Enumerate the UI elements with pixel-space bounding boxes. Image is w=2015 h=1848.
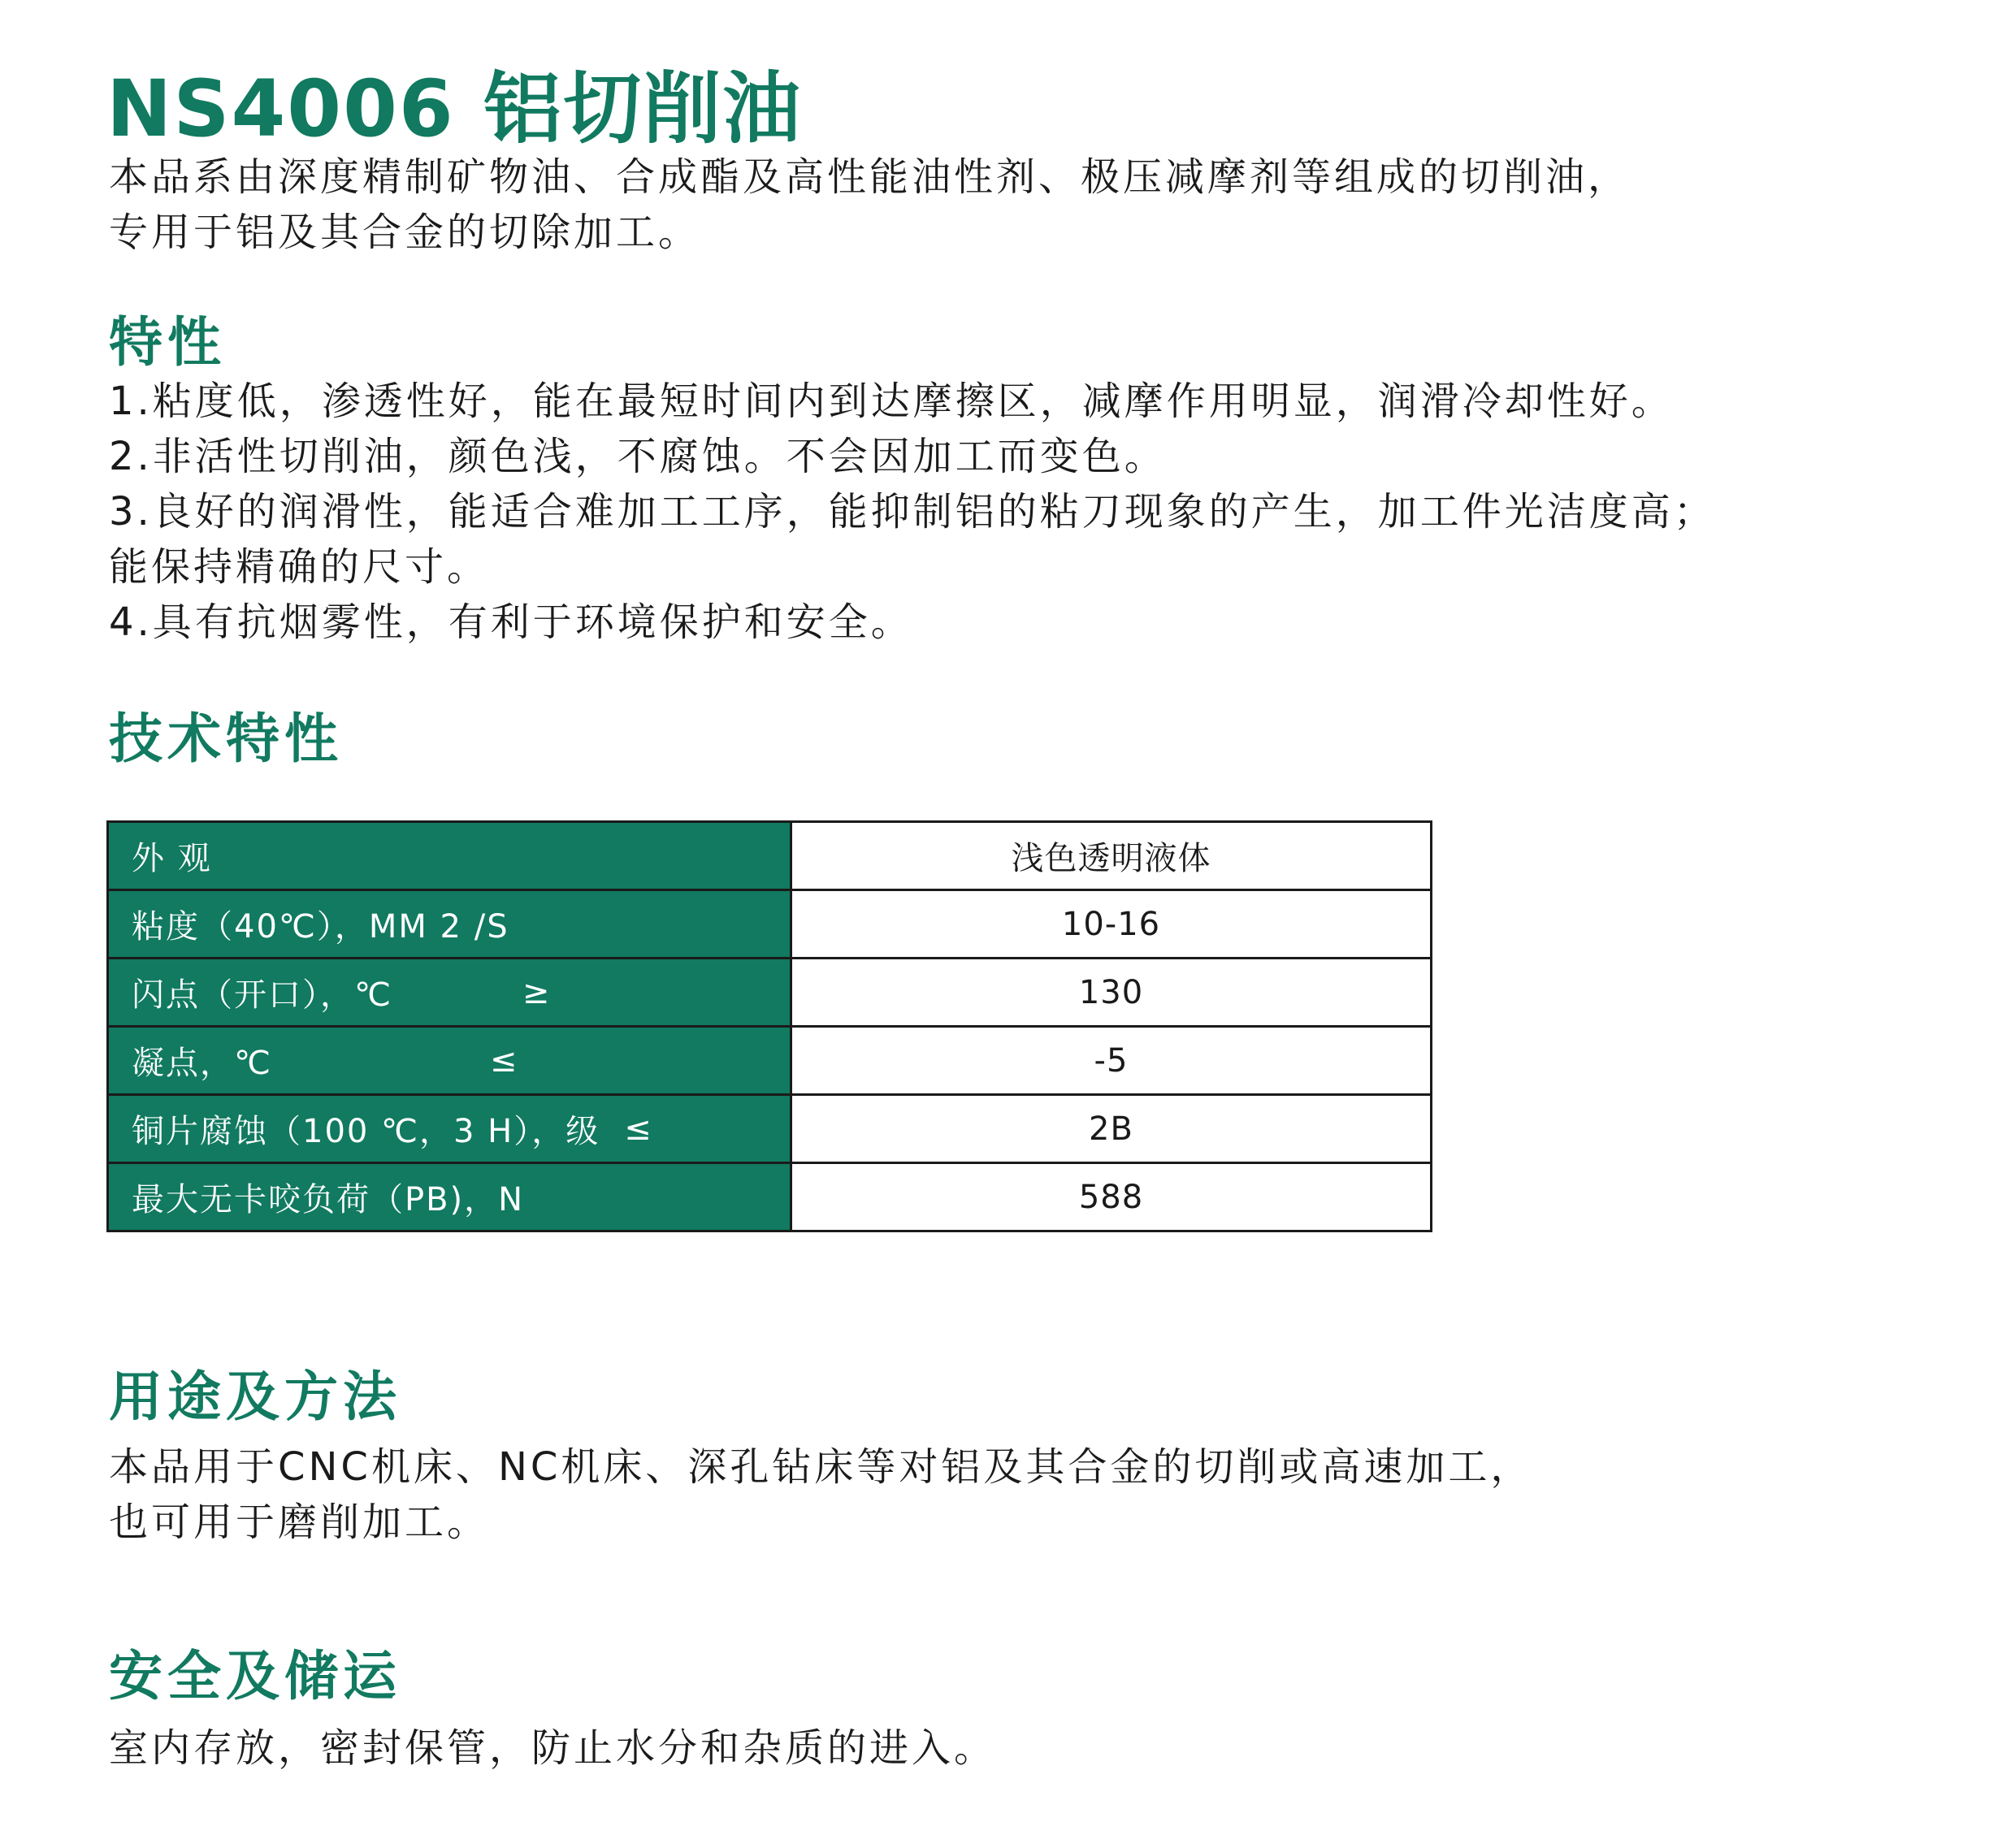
spec-value: 浅色透明液体 — [791, 822, 1432, 890]
spec-label-text: 粘度（40℃），MM 2 /S — [132, 908, 509, 946]
usage-paragraph — [109, 1439, 1532, 1550]
table-row — [108, 1163, 1432, 1231]
tech-heading: 技术特性 — [109, 708, 343, 770]
spec-sign: ≤ — [489, 1041, 519, 1080]
spec-value: 130 — [791, 959, 1432, 1027]
spec-label — [108, 822, 791, 890]
feature-line: 能保持精确的尺寸。 — [109, 544, 490, 590]
intro-line: 本品系由深度精制矿物油、合成酯及高性能油性剂、极压减摩剂等组成的切削油， — [109, 154, 1631, 200]
features-heading: 特性 — [109, 311, 226, 374]
table-row — [108, 1027, 1432, 1095]
storage-heading: 安全及储运 — [109, 1645, 401, 1707]
storage-line: 室内存放，密封保管，防止水分和杂质的进入。 — [109, 1725, 997, 1771]
spec-value: 2B — [791, 1095, 1432, 1163]
spec-label-text: 闪点（开口），℃ — [132, 976, 392, 1014]
intro-paragraph — [109, 149, 1630, 260]
spec-label-text: 外 观 — [132, 840, 212, 877]
table-row — [108, 959, 1432, 1027]
spec-label-text: 铜片腐蚀（100 ℃，3 H），级 — [132, 1113, 600, 1150]
spec-label — [108, 1095, 791, 1163]
storage-paragraph — [109, 1720, 996, 1776]
feature-line: 4.具有抗烟雾性，有利于环境保护和安全。 — [109, 599, 913, 645]
feature-line: 2.非活性切削油，颜色浅，不腐蚀。不会因加工而变色。 — [109, 434, 1167, 479]
intro-line: 专用于铝及其合金的切除加工。 — [109, 210, 701, 255]
features-list — [109, 374, 1716, 650]
spec-label — [108, 890, 791, 959]
feature-line: 1.粘度低，渗透性好，能在最短时间内到达摩擦区，减摩作用明显，润滑冷却性好。 — [109, 379, 1674, 424]
spec-label — [108, 959, 791, 1027]
spec-value: 10-16 — [791, 890, 1432, 959]
usage-line: 本品用于CNC机床、NC机床、深孔钻床等对铝及其合金的切削或高速加工， — [109, 1444, 1533, 1490]
table-row — [108, 890, 1432, 959]
spec-label — [108, 1027, 791, 1095]
spec-sign: ≥ — [522, 973, 552, 1011]
table-row — [108, 822, 1432, 890]
product-title: NS4006 铝切削油 — [106, 63, 803, 154]
spec-sign: ≤ — [624, 1110, 653, 1148]
spec-label-text: 凝点，℃ — [132, 1045, 272, 1082]
spec-label-text: 最大无卡咬负荷（PB)，N — [132, 1181, 525, 1218]
spec-value: -5 — [791, 1027, 1432, 1095]
table-row — [108, 1095, 1432, 1163]
spec-table — [106, 820, 1432, 1232]
usage-line: 也可用于磨削加工。 — [109, 1500, 490, 1545]
feature-line: 3.良好的润滑性，能适合难加工工序，能抑制铝的粘刀现象的产生，加工件光洁度高； — [109, 489, 1716, 534]
usage-heading: 用途及方法 — [109, 1365, 401, 1428]
spec-value: 588 — [791, 1163, 1432, 1231]
spec-label — [108, 1163, 791, 1231]
